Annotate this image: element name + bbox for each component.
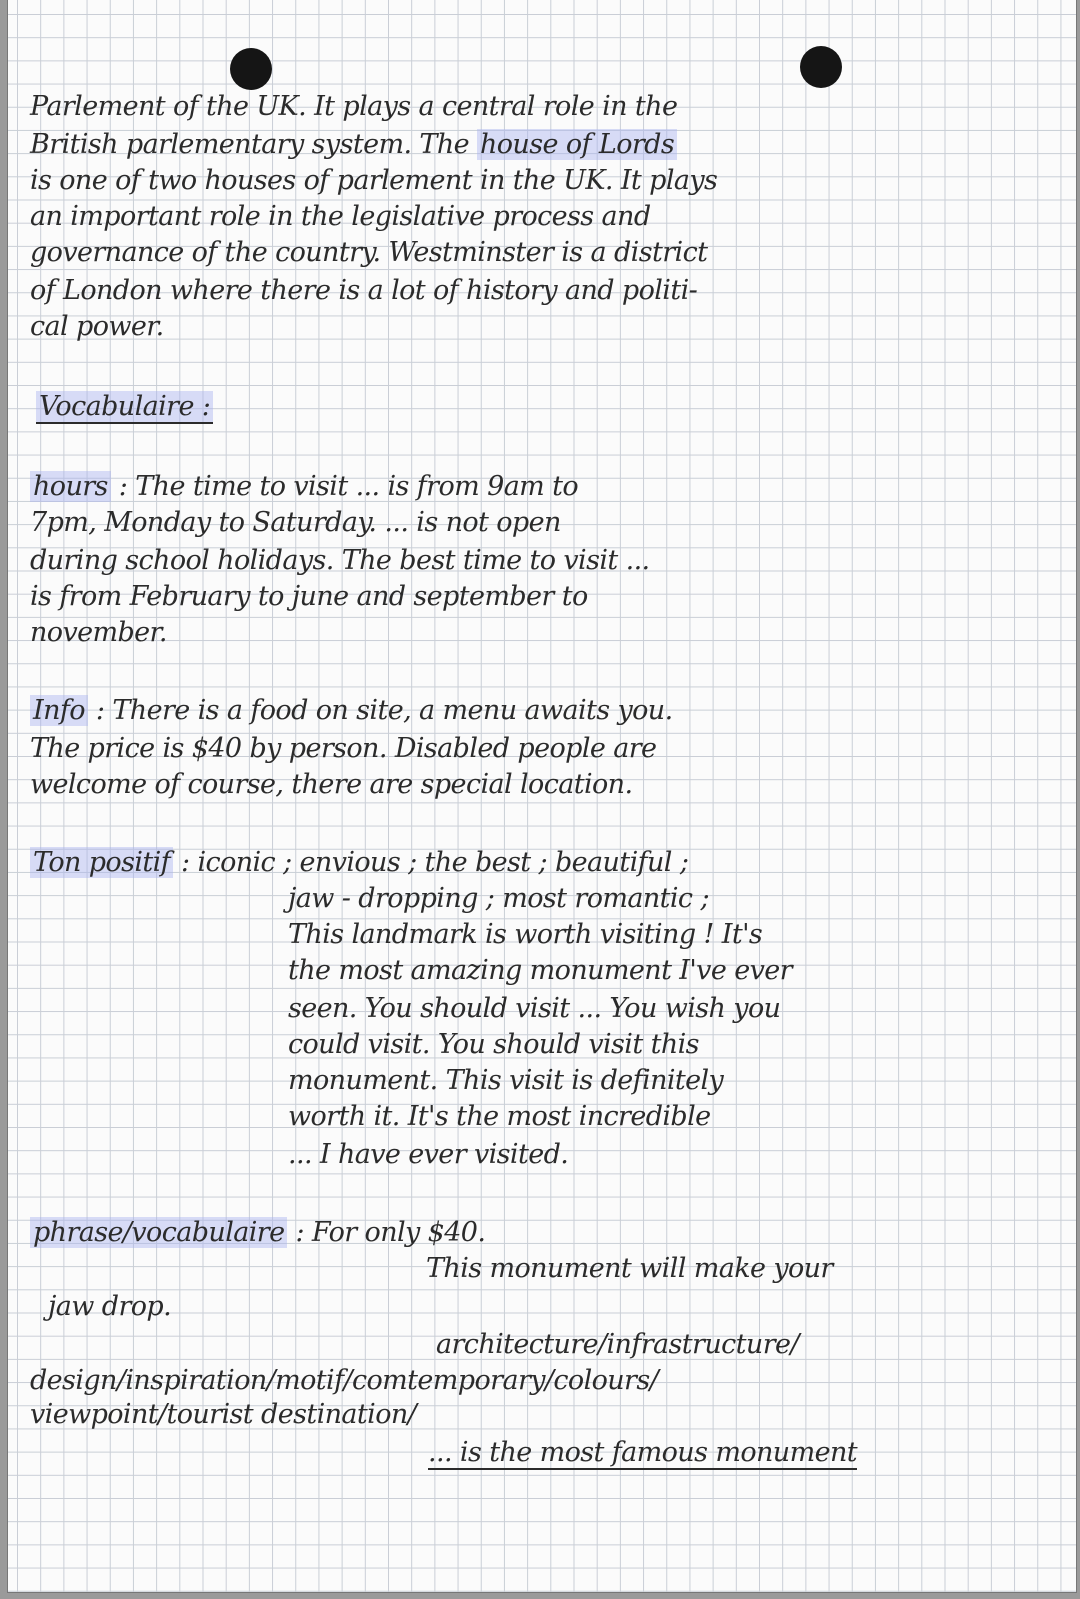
hours-line-4: is from February to june and september to (30, 581, 588, 612)
para1-line-7: cal power. (30, 311, 164, 342)
hours-line-2: 7pm, Monday to Saturday. ... is not open (30, 507, 561, 538)
phrase-line-5: design/inspiration/motif/comtemporary/colours/ (30, 1365, 659, 1396)
para1-line-2 (30, 130, 677, 160)
phrase-line-3: jaw drop. (48, 1291, 172, 1322)
info-line-1-text: : There is a food on site, a menu awaits you. (87, 695, 673, 726)
para1-line-5: governance of the country. Westminster is a district (30, 237, 708, 268)
phrase-line-4: architecture/infrastructure/ (436, 1329, 799, 1360)
hours-line-1 (30, 472, 578, 502)
phrase-line-6: viewpoint/tourist destination/ (30, 1399, 417, 1430)
ton-line-1-text: : iconic ; envious ; the best ; beautiful ; (173, 847, 689, 878)
para1-line-2-text: British parlementary system. The (30, 129, 477, 160)
ton-line-8: worth it. It's the most incredible (288, 1101, 711, 1132)
ton-line-2: jaw - dropping ; most romantic ; (288, 883, 709, 914)
house-of-lords-highlight: house of Lords (477, 129, 677, 160)
info-line-1 (30, 696, 673, 726)
info-line-2: The price is $40 by person. Disabled people are (30, 733, 657, 764)
phrase-label: phrase/vocabulaire (30, 1217, 287, 1248)
para1-line-6: of London where there is a lot of history and politi- (30, 275, 698, 306)
phrase-line-7-text: ... is the most famous monument (428, 1437, 857, 1468)
ton-line-1 (30, 848, 688, 878)
para1-line-3: is one of two houses of parlement in the UK. It plays (30, 165, 718, 196)
ton-line-3: This landmark is worth visiting ! It's (288, 919, 763, 950)
ton-label: Ton positif (30, 847, 173, 878)
handwritten-notes (8, 0, 1076, 1592)
info-line-3: welcome of course, there are special location. (30, 769, 633, 800)
vocab-heading-text: Vocabulaire : (36, 391, 213, 424)
phrase-line-1-text: : For only $40. (287, 1217, 486, 1248)
info-label: Info (30, 695, 88, 726)
grid-paper-sheet (8, 0, 1076, 1592)
para1-line-1: Parlement of the UK. It plays a central role in the (30, 91, 678, 122)
hours-line-3: during school holidays. The best time to visit ... (30, 545, 650, 576)
vocab-heading (36, 392, 213, 422)
ton-line-5: seen. You should visit ... You wish you (288, 993, 781, 1024)
hours-line-1-text: : The time to visit ... is from 9am to (110, 471, 579, 502)
hours-line-5: november. (30, 617, 167, 648)
hours-label: hours (30, 471, 111, 502)
ton-line-7: monument. This visit is definitely (288, 1065, 724, 1096)
phrase-line-7 (428, 1438, 857, 1468)
ton-line-4: the most amazing monument I've ever (288, 955, 792, 986)
ton-line-6: could visit. You should visit this (288, 1029, 699, 1060)
para1-line-4: an important role in the legislative process and (30, 201, 651, 232)
phrase-line-1 (30, 1218, 485, 1248)
phrase-line-2: This monument will make your (426, 1253, 833, 1284)
ton-line-9: ... I have ever visited. (288, 1139, 569, 1170)
